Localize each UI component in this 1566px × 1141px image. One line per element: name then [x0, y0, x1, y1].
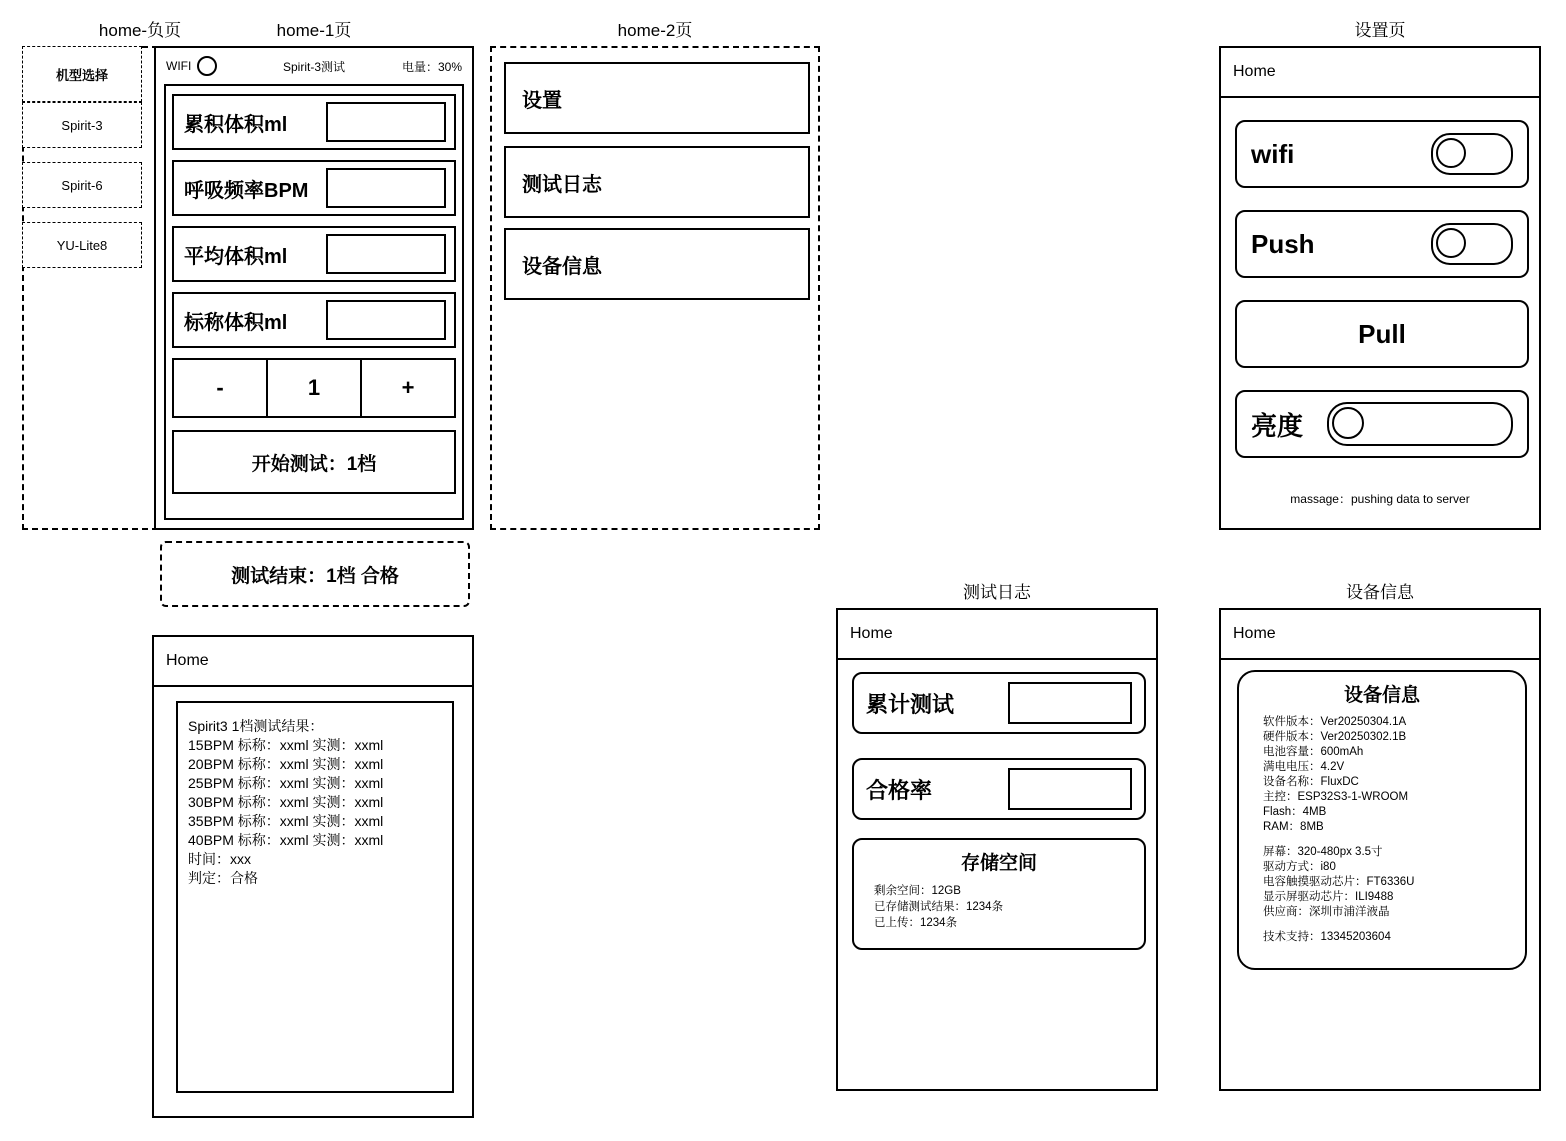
caption-test-log: 测试日志 — [963, 583, 1031, 602]
setting-label: Pull — [1358, 318, 1406, 349]
model-option-spirit-6[interactable]: Spirit-6 — [22, 162, 142, 208]
gear-stepper — [172, 358, 456, 418]
device-info-line: 软件版本：Ver20250304.1A — [1263, 716, 1407, 728]
result-line: 判定：合格 — [188, 870, 258, 886]
home-1-body — [164, 84, 464, 520]
device-info-line: 电容触摸驱动芯片：FT6336U — [1263, 876, 1415, 888]
log-home-bar[interactable] — [838, 610, 1156, 660]
caption-home-1: home-1页 — [276, 21, 352, 40]
status-bar — [156, 48, 472, 84]
status-title: Spirit-3测试 — [282, 59, 345, 74]
stepper-minus-button[interactable]: - — [216, 375, 224, 400]
device-info-line: 驱动方式：i80 — [1263, 861, 1336, 873]
screen-test-result — [152, 635, 474, 1118]
setting-row-wifi[interactable] — [1235, 120, 1529, 188]
caption-settings: 设置页 — [1354, 21, 1406, 40]
battery-label: 电量：30% — [401, 59, 462, 74]
device-info-line: Flash：4MB — [1263, 806, 1327, 818]
device-home-bar[interactable] — [1221, 610, 1539, 660]
log-field-value-box — [1008, 768, 1132, 810]
spacer — [1239, 835, 1525, 845]
setting-row-brightness[interactable] — [1235, 390, 1529, 458]
field-breath-rate — [172, 160, 456, 216]
device-info-line: 主控：ESP32S3-1-WROOM — [1263, 791, 1409, 803]
result-line: 40BPM 标称：xxml 实测：xxml — [188, 832, 384, 848]
storage-title: 存储空间 — [960, 853, 1037, 874]
result-line: 时间：xxx — [188, 851, 251, 867]
push-toggle[interactable] — [1431, 223, 1513, 265]
model-option-yu-lite8[interactable]: YU-Lite8 — [22, 222, 142, 268]
device-info-line: 供应商：深圳市浦洋液晶 — [1263, 906, 1390, 918]
caption-home-2: home-2页 — [617, 21, 693, 40]
device-info-line: 硬件版本：Ver20250302.1B — [1263, 731, 1407, 743]
test-result-toast: 测试结束：1档 合格 — [160, 541, 470, 607]
field-value-box[interactable] — [326, 168, 446, 208]
field-label: 标称体积ml — [184, 311, 288, 334]
home-label: Home — [850, 625, 893, 642]
toggle-knob — [1436, 228, 1466, 258]
device-info-card — [1237, 670, 1527, 970]
storage-line: 已存储测试结果：1234条 — [874, 901, 1004, 913]
field-cumulative-volume — [172, 94, 456, 150]
log-field-label: 合格率 — [866, 777, 933, 803]
setting-label: wifi — [1251, 138, 1295, 169]
storage-line: 已上传：1234条 — [874, 917, 958, 929]
home-label: Home — [1233, 625, 1276, 642]
start-test-button[interactable]: 开始测试：1档 — [172, 430, 456, 494]
result-home-bar[interactable] — [154, 637, 472, 687]
log-field-value-box — [1008, 682, 1132, 724]
menu-item-test-log[interactable]: 测试日志 — [504, 146, 810, 218]
result-line: 20BPM 标称：xxml 实测：xxml — [188, 756, 384, 772]
field-value-box[interactable] — [326, 234, 446, 274]
result-line: 25BPM 标称：xxml 实测：xxml — [188, 775, 384, 791]
field-average-volume — [172, 226, 456, 282]
result-line: 15BPM 标称：xxml 实测：xxml — [188, 737, 384, 753]
home-label: Home — [1233, 63, 1276, 80]
toggle-knob — [1436, 138, 1466, 168]
result-line: Spirit3 1档测试结果： — [188, 718, 324, 734]
device-info-line: 电池容量：600mAh — [1263, 746, 1364, 758]
device-info-title: 设备信息 — [1343, 685, 1420, 706]
setting-label: Push — [1251, 228, 1315, 259]
field-nominal-volume — [172, 292, 456, 348]
screen-device-info — [1219, 583, 1541, 1091]
screen-home-1 — [154, 21, 474, 530]
field-label: 呼吸频率BPM — [184, 179, 309, 202]
screen-settings — [1219, 21, 1541, 530]
screen-test-log — [836, 583, 1158, 1091]
field-value-box[interactable] — [326, 300, 446, 340]
device-info-line: 显示屏驱动芯片：ILI9488 — [1263, 891, 1394, 903]
result-line: 30BPM 标称：xxml 实测：xxml — [188, 794, 384, 810]
device-info-line: 技术支持：13345203604 — [1263, 931, 1391, 943]
field-label: 平均体积ml — [184, 245, 288, 268]
device-info-line: 设备名称：FluxDC — [1263, 776, 1359, 788]
spacer — [1239, 920, 1525, 930]
setting-row-push[interactable] — [1235, 210, 1529, 278]
caption-home-negative: home-负页 — [98, 21, 182, 40]
setting-row-pull[interactable] — [1235, 300, 1529, 368]
result-line: 35BPM 标称：xxml 实测：xxml — [188, 813, 384, 829]
menu-item-settings[interactable]: 设置 — [504, 62, 810, 134]
settings-message: massage：pushing data to server — [1290, 492, 1470, 506]
log-field-label: 累计测试 — [866, 691, 955, 717]
setting-label: 亮度 — [1251, 410, 1304, 441]
field-value-box[interactable] — [326, 102, 446, 142]
storage-line: 剩余空间：12GB — [874, 885, 961, 897]
wifi-toggle[interactable] — [1431, 133, 1513, 175]
menu-item-device-info[interactable]: 设备信息 — [504, 228, 810, 300]
brightness-slider[interactable] — [1327, 402, 1513, 446]
stepper-value: 1 — [266, 360, 362, 416]
model-select-title: 机型选择 — [22, 46, 142, 102]
caption-device-info: 设备信息 — [1346, 583, 1414, 602]
wifi-label: WIFI — [166, 59, 192, 73]
result-text-area — [176, 701, 454, 1093]
device-info-line: 屏幕：320-480px 3.5寸 — [1263, 846, 1383, 858]
slider-knob[interactable] — [1332, 407, 1364, 439]
home-label: Home — [166, 652, 209, 669]
screen-home-2 — [490, 21, 820, 530]
model-option-spirit-3[interactable]: Spirit-3 — [22, 102, 142, 148]
settings-home-bar[interactable] — [1221, 48, 1539, 98]
log-field-total-tests — [852, 672, 1146, 734]
stepper-plus-button[interactable]: + — [401, 375, 415, 400]
storage-card — [852, 838, 1146, 950]
device-info-line: 满电电压：4.2V — [1263, 761, 1345, 773]
log-field-pass-rate — [852, 758, 1146, 820]
field-label: 累积体积ml — [184, 113, 288, 136]
device-info-line: RAM：8MB — [1263, 821, 1324, 833]
